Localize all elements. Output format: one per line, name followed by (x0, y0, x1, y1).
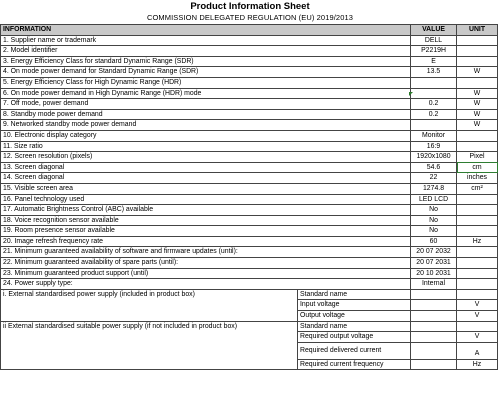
value-cell[interactable]: 0.2 (411, 109, 457, 120)
value-cell[interactable]: 20 10 2031 (411, 268, 457, 279)
unit-cell[interactable] (457, 247, 498, 258)
unit-cell[interactable]: V (457, 311, 498, 322)
included-power-supply-label[interactable]: i. External standardised power supply (included in product box) (1, 289, 298, 321)
unit-cell[interactable]: V (457, 332, 498, 343)
info-cell[interactable]: 21. Minimum guaranteed availability of software and firmware updates (until): (1, 247, 411, 258)
unit-cell[interactable] (457, 46, 498, 57)
value-cell[interactable] (411, 77, 457, 88)
info-cell[interactable]: 6. On mode power demand in High Dynamic Range (HDR) mode (1, 88, 411, 99)
value-cell[interactable]: No (411, 226, 457, 237)
info-cell[interactable]: 7. Off mode, power demand (1, 99, 411, 110)
info-cell[interactable]: 18. Voice recognition sensor available (1, 215, 411, 226)
unit-cell[interactable]: V (457, 300, 498, 311)
parameter-label-cell[interactable]: Standard name (298, 321, 411, 332)
table-row (1, 67, 498, 78)
value-cell[interactable]: Internal (411, 279, 457, 290)
unit-cell[interactable] (457, 56, 498, 67)
value-cell[interactable]: No (411, 215, 457, 226)
unit-cell[interactable]: W (457, 109, 498, 120)
unit-cell[interactable] (457, 279, 498, 290)
value-cell[interactable]: 16:9 (411, 141, 457, 152)
info-cell[interactable]: 24. Power supply type: (1, 279, 411, 290)
suitable-power-supply-label[interactable]: ii External standardised suitable power supply (if not included in product box) (1, 321, 298, 370)
table-row (1, 162, 498, 173)
table-row (1, 35, 498, 46)
info-cell[interactable]: 2. Model identifier (1, 46, 411, 57)
table-row (1, 205, 498, 216)
unit-cell[interactable]: Pixel (457, 152, 498, 163)
value-cell[interactable] (411, 311, 457, 322)
value-cell[interactable]: 0.2 (411, 99, 457, 110)
info-cell[interactable]: 22. Minimum guaranteed availability of spare parts (until): (1, 258, 411, 269)
table-row (1, 173, 498, 184)
table-row (1, 88, 498, 99)
table-row (1, 46, 498, 57)
unit-cell[interactable] (457, 35, 498, 46)
unit-cell[interactable]: cm² (457, 183, 498, 194)
value-cell[interactable]: No (411, 205, 457, 216)
table-row (1, 109, 498, 120)
info-cell[interactable]: 19. Room presence sensor available (1, 226, 411, 237)
unit-cell[interactable] (457, 77, 498, 88)
value-cell[interactable]: P2219H (411, 46, 457, 57)
unit-cell[interactable]: W (457, 120, 498, 131)
table-row (1, 258, 498, 269)
unit-cell[interactable]: W (457, 99, 498, 110)
value-cell[interactable]: E (411, 56, 457, 67)
unit-cell[interactable] (457, 215, 498, 226)
info-cell[interactable]: 13. Screen diagonal (1, 162, 411, 173)
value-cell[interactable]: DELL (411, 35, 457, 46)
unit-cell[interactable] (457, 141, 498, 152)
parameter-label-cell[interactable]: Standard name (298, 289, 411, 300)
table-row (1, 77, 498, 88)
table-row (1, 99, 498, 110)
info-table (0, 24, 498, 370)
table-row (1, 247, 498, 258)
table-row (1, 194, 498, 205)
info-cell[interactable]: 15. Visible screen area (1, 183, 411, 194)
parameter-label-cell[interactable]: Input voltage (298, 300, 411, 311)
info-cell[interactable]: 8. Standby mode power demand (1, 109, 411, 120)
table-row (1, 183, 498, 194)
info-cell[interactable]: 12. Screen resolution (pixels) (1, 152, 411, 163)
unit-cell[interactable]: cm (457, 162, 498, 173)
value-cell[interactable] (411, 88, 457, 99)
unit-cell[interactable]: Hz (457, 236, 498, 247)
value-cell[interactable]: 54.6 (411, 162, 457, 173)
table-row (1, 236, 498, 247)
info-cell[interactable]: 16. Panel technology used (1, 194, 411, 205)
value-cell[interactable] (411, 321, 457, 332)
info-cell[interactable]: 4. On mode power demand for Standard Dynamic Range (SDR) (1, 67, 411, 78)
header-unit[interactable]: UNIT (457, 25, 498, 36)
table-row (1, 215, 498, 226)
parameter-label-cell[interactable]: Required delivered current (298, 342, 411, 359)
value-cell[interactable]: 1274.8 (411, 183, 457, 194)
unit-cell[interactable]: A (457, 342, 498, 359)
table-row (1, 226, 498, 237)
table-row (1, 152, 498, 163)
unit-cell[interactable]: W (457, 67, 498, 78)
cell-comment-marker (409, 92, 413, 96)
table-row (1, 56, 498, 67)
value-cell[interactable]: 13.5 (411, 67, 457, 78)
unit-cell[interactable] (457, 205, 498, 216)
unit-cell[interactable] (457, 268, 498, 279)
regulation-subtitle: COMMISSION DELEGATED REGULATION (EU) 2019/2013 (146, 13, 354, 22)
info-cell[interactable]: 10. Electronic display category (1, 130, 411, 141)
unit-cell[interactable] (457, 289, 498, 300)
sheet-title: Product Information Sheet (190, 1, 310, 12)
value-cell[interactable] (411, 332, 457, 343)
parameter-label-cell[interactable]: Required current frequency (298, 359, 411, 370)
unit-cell[interactable] (457, 321, 498, 332)
info-cell[interactable]: 3. Energy Efficiency Class for standard Dynamic Range (SDR) (1, 56, 411, 67)
table-row (1, 279, 498, 290)
value-cell[interactable]: 22 (411, 173, 457, 184)
value-cell[interactable]: 1920x1080 (411, 152, 457, 163)
info-cell[interactable]: 23. Minimum guaranteed product support (until) (1, 268, 411, 279)
table-row (1, 141, 498, 152)
info-cell[interactable]: 20. Image refresh frequency rate (1, 236, 411, 247)
unit-cell[interactable] (457, 226, 498, 237)
table-row (1, 321, 498, 332)
value-cell[interactable] (411, 359, 457, 370)
header-information[interactable]: INFORMATION (1, 25, 411, 36)
table-row (1, 130, 498, 141)
unit-cell[interactable] (457, 258, 498, 269)
parameter-label-cell[interactable]: Required output voltage (298, 332, 411, 343)
header-value[interactable]: VALUE (411, 25, 457, 36)
table-row (1, 289, 498, 300)
parameter-label-cell[interactable]: Output voltage (298, 311, 411, 322)
unit-cell[interactable]: inches (457, 173, 498, 184)
value-cell[interactable]: LED LCD (411, 194, 457, 205)
unit-cell[interactable] (457, 194, 498, 205)
unit-cell[interactable]: W (457, 88, 498, 99)
table-row (1, 268, 498, 279)
value-cell[interactable] (411, 120, 457, 131)
info-cell[interactable]: 14. Screen diagonal (1, 173, 411, 184)
value-cell[interactable]: Monitor (411, 130, 457, 141)
info-cell[interactable]: 1. Supplier name or trademark (1, 35, 411, 46)
value-cell[interactable] (411, 289, 457, 300)
unit-cell[interactable] (457, 130, 498, 141)
value-cell[interactable]: 60 (411, 236, 457, 247)
table-row (1, 120, 498, 131)
unit-cell[interactable]: Hz (457, 359, 498, 370)
info-cell[interactable]: 11. Size ratio (1, 141, 411, 152)
info-cell[interactable]: 5. Energy Efficiency Class for High Dynamic Range (HDR) (1, 77, 411, 88)
header-row (1, 25, 498, 36)
info-cell[interactable]: 17. Automatic Brightness Control (ABC) available (1, 205, 411, 216)
value-cell[interactable] (411, 342, 457, 359)
value-cell[interactable] (411, 300, 457, 311)
value-cell[interactable]: 20 07 2031 (411, 258, 457, 269)
info-cell[interactable]: 9. Networked standby mode power demand (1, 120, 411, 131)
value-cell[interactable]: 20 07 2032 (411, 247, 457, 258)
